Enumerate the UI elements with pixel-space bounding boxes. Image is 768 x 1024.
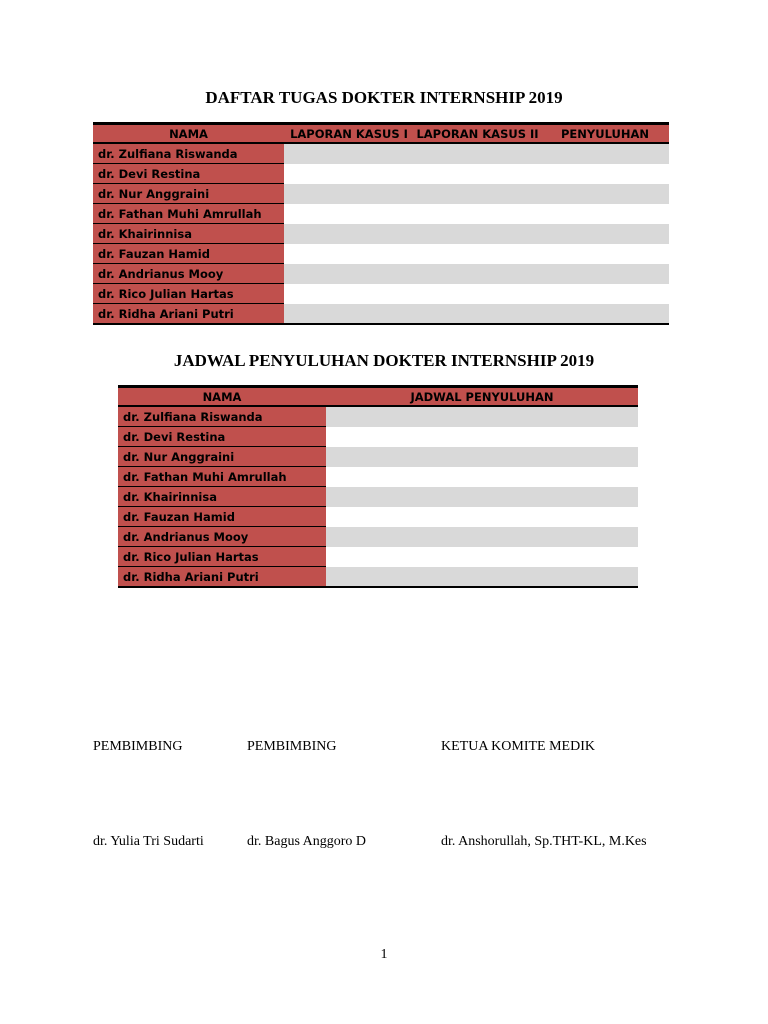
table-cell — [326, 527, 638, 547]
table-cell — [541, 164, 669, 184]
table-cell — [284, 184, 414, 204]
table-row — [118, 547, 638, 567]
table-row — [93, 284, 669, 304]
signature-name-3: dr. Anshorullah, Sp.THT-KL, M.Kes — [441, 834, 647, 849]
table-row — [93, 204, 669, 224]
table-row — [118, 406, 638, 427]
signature-name-2: dr. Bagus Anggoro D — [247, 834, 366, 849]
table-cell — [541, 184, 669, 204]
table-row — [118, 527, 638, 547]
doctor-name: dr. Fauzan Hamid — [118, 507, 326, 527]
schedule-title: JADWAL PENYULUHAN DOKTER INTERNSHIP 2019 — [173, 351, 595, 370]
schedule-table — [118, 385, 638, 588]
schedule-table-header-row — [118, 387, 638, 407]
doctor-name: dr. Andrianus Mooy — [93, 264, 284, 284]
table-row — [93, 224, 669, 244]
signature-role-2: PEMBIMBING — [247, 739, 337, 754]
column-header-jadwal-penyuluhan: JADWAL PENYULUHAN — [326, 387, 638, 407]
task-list-title: DAFTAR TUGAS DOKTER INTERNSHIP 2019 — [205, 88, 563, 107]
column-header-penyuluhan: PENYULUHAN — [541, 124, 669, 144]
table-row — [93, 304, 669, 325]
table-cell — [414, 284, 541, 304]
table-cell — [541, 304, 669, 325]
signature-role-3: KETUA KOMITE MEDIK — [441, 739, 595, 754]
doctor-name: dr. Devi Restina — [118, 427, 326, 447]
table-row — [118, 487, 638, 507]
table-cell — [414, 304, 541, 325]
doctor-name: dr. Khairinnisa — [118, 487, 326, 507]
signature-name-1: dr. Yulia Tri Sudarti — [93, 834, 204, 849]
table-cell — [541, 224, 669, 244]
doctor-name: dr. Fathan Muhi Amrullah — [93, 204, 284, 224]
doctor-name: dr. Rico Julian Hartas — [118, 547, 326, 567]
task-table — [93, 122, 669, 325]
table-cell — [284, 264, 414, 284]
page-number: 1 — [380, 947, 388, 962]
table-row — [93, 244, 669, 264]
table-cell — [284, 164, 414, 184]
table-row — [93, 143, 669, 164]
table-row — [93, 164, 669, 184]
table-row — [93, 264, 669, 284]
table-cell — [414, 204, 541, 224]
table-cell — [326, 487, 638, 507]
table-cell — [326, 406, 638, 427]
signature-role-1: PEMBIMBING — [93, 739, 183, 754]
table-cell — [326, 447, 638, 467]
column-header-laporan-kasus-1: LAPORAN KASUS I — [284, 124, 414, 144]
table-cell — [326, 507, 638, 527]
table-cell — [284, 224, 414, 244]
column-header-laporan-kasus-2: LAPORAN KASUS II — [414, 124, 541, 144]
doctor-name: dr. Fathan Muhi Amrullah — [118, 467, 326, 487]
table-cell — [541, 244, 669, 264]
table-cell — [541, 204, 669, 224]
doctor-name: dr. Fauzan Hamid — [93, 244, 284, 264]
table-row — [118, 427, 638, 447]
table-row — [118, 507, 638, 527]
table-row — [118, 447, 638, 467]
table-cell — [284, 304, 414, 325]
table-cell — [326, 467, 638, 487]
table-cell — [414, 244, 541, 264]
table-row — [93, 184, 669, 204]
table-cell — [326, 567, 638, 588]
table-cell — [414, 184, 541, 204]
task-table-header-row — [93, 124, 669, 144]
table-cell — [284, 204, 414, 224]
doctor-name: dr. Zulfiana Riswanda — [118, 406, 326, 427]
table-cell — [414, 224, 541, 244]
table-cell — [284, 143, 414, 164]
table-cell — [414, 264, 541, 284]
doctor-name: dr. Andrianus Mooy — [118, 527, 326, 547]
table-row — [118, 467, 638, 487]
table-cell — [414, 143, 541, 164]
doctor-name: dr. Ridha Ariani Putri — [118, 567, 326, 588]
table-cell — [326, 427, 638, 447]
doctor-name: dr. Rico Julian Hartas — [93, 284, 284, 304]
table-cell — [541, 264, 669, 284]
column-header-nama: NAMA — [93, 124, 284, 144]
doctor-name: dr. Zulfiana Riswanda — [93, 143, 284, 164]
table-row — [118, 567, 638, 588]
doctor-name: dr. Khairinnisa — [93, 224, 284, 244]
doctor-name: dr. Nur Anggraini — [118, 447, 326, 467]
table-cell — [541, 143, 669, 164]
doctor-name: dr. Devi Restina — [93, 164, 284, 184]
doctor-name: dr. Ridha Ariani Putri — [93, 304, 284, 325]
table-cell — [414, 164, 541, 184]
table-cell — [541, 284, 669, 304]
table-cell — [284, 244, 414, 264]
table-cell — [326, 547, 638, 567]
doctor-name: dr. Nur Anggraini — [93, 184, 284, 204]
table-cell — [284, 284, 414, 304]
column-header-nama: NAMA — [118, 387, 326, 407]
